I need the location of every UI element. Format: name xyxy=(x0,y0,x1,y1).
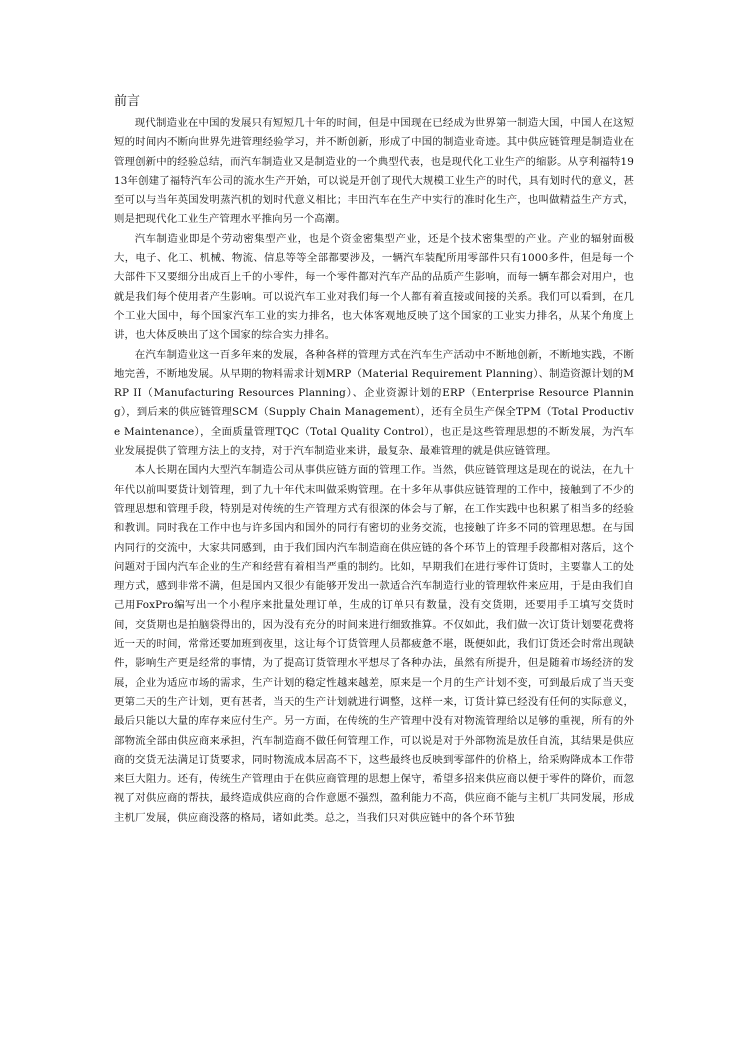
preface-heading: 前言 xyxy=(114,94,141,109)
paragraph-1: 现代制造业在中国的发展只有短短几十年的时间，但是中国现在已经成为世界第一制造大国，中国人在这短短的时间内不断向世界先进管理经验学习，并不断创新，形成了中国的制造业奇迹。其中供应链管理是制造业在管理创新中的经验总结，而汽车制造业又是制造业的一个典型代表，也是现代化工业生产的缩影。从亨利福特1913年创建了福特汽车公司的流水生产开始，可以说是开创了现代大规模工业生产的时代，具有划时代的意义，甚至可以与当年英国发明蒸汽机的划时代意义相比；丰田汽车在生产中实行的准时化生产，也叫做精益生产方式，则是把现代化工业生产管理水平推向另一个高潮。 xyxy=(114,117,634,226)
paragraph-2: 汽车制造业即是个劳动密集型产业，也是个资金密集型产业，还是个技术密集型的产业。产业的辐射面极大，电子、化工、机械、物流、信息等等全部都要涉及，一辆汽车装配所用零部件只有1000多件，但是每一个大部件下又要细分出成百上千的小零件，每一个零件都对汽车产品的品质产生影响，而每一辆车都会对用户，也就是我们每个使用者产生影响。可以说汽车工业对我们每一个人都有着直接或间接的关系。我们可以看到，在几个工业大国中，每个国家汽车工业的实力排名，也大体客观地反映了这个国家的工业实力排名，从某个角度上讲，也大体反映出了这个国家的综合实力排名。 xyxy=(114,232,634,342)
document-body xyxy=(114,92,634,828)
paragraph-4: 本人长期在国内大型汽车制造公司从事供应链方面的管理工作。当然，供应链管理这是现在的说法，在九十年代以前叫要货计划管理，到了九十年代末叫做采购管理。在十多年从事供应链管理的工作中，接触到了不少的管理思想和管理手段，特别是对传统的生产管理方式有很深的体会与了解，在工作实践中也积累了相当多的经验和教训。同时我在工作中也与许多国内和国外的同行有密切的业务交流，也接触了许多不同的管理思想。在与国内同行的交流中，大家共同感到，由于我们国内汽车制造商在供应链的各个环节上的管理手段都相对落后，这个问题对于国内汽车企业的生产和经营有着相当严重的制约。比如，早期我们在进行零件订货时，主要靠人工的处理方式，感到非常不满，但是国内又很少有能够开发出一款适合汽车制造行业的管理软件来应用，于是由我们自己用FoxPro编写出一个小程序来批量处理订单，生成的订单只有数量，没有交货期，还要用手工填写交货时间，交货期也是拍脑袋得出的，因为没有充分的时间来进行细致推算。不仅如此，我们做一次订货计划要花费将近一天的时间，常常还要加班到夜里，这让每个订货管理人员都疲惫不堪，既便如此，我们订货还会时常出现缺件，影响生产更是经常的事情，为了提高订货管理水平想尽了各种办法，虽然有所提升，但是随着市场经济的发展，企业为适应市场的需求，生产计划的稳定性越来越差，原来是一个月的生产计划不变，可到最后成了当天变更第二天的生产计划，更有甚者，当天的生产计划就进行调整，这样一来，订货计算已经没有任何的实际意义，最后只能以大量的库存来应付生产。另一方面，在传统的生产管理中没有对物流管理给以足够的重视，所有的外部物流全部由供应商来承担，汽车制造商不做任何管理工作，可以说是对于外部物流是放任自流，其结果是供应商的交货无法满足订货要求，同时物流成本居高不下，这些最终也反映到零部件的价格上，给采购降成本工作带来巨大阻力。还有，传统生产管理由于在供应商管理的思想上保守，希望多招来供应商以便于零件的降价，而忽视了对供应商的帮扶，最终造成供应商的合作意愿不强烈，盈利能力不高，供应商不能与主机厂共同发展，形成主机厂发展，供应商没落的格局，诸如此类。总之，当我们只对供应链中的各个环节独 xyxy=(114,464,634,824)
paragraph-3: 在汽车制造业这一百多年来的发展，各种各样的管理方式在汽车生产活动中不断地创新，不断地实践，不断地完善，不断地发展。从早期的物料需求计划MRP（Material Requirement Planning）、制造资源计划的MRP II（Manufacturing Resources Planning）、企业资源计划的ERP（Enterprise Resource Planning），到后来的供应链管理SCM（Supply Chain Management），还有全员生产保全TPM（Total Productive Maintenance），全面质量管理TQC（Total Quality Control），也正是这些管理思想的不断发展，为汽车业发展提供了管理方法上的支持，对于汽车制造业来讲，最复杂、最难管理的就是供应链管理。 xyxy=(114,348,634,458)
